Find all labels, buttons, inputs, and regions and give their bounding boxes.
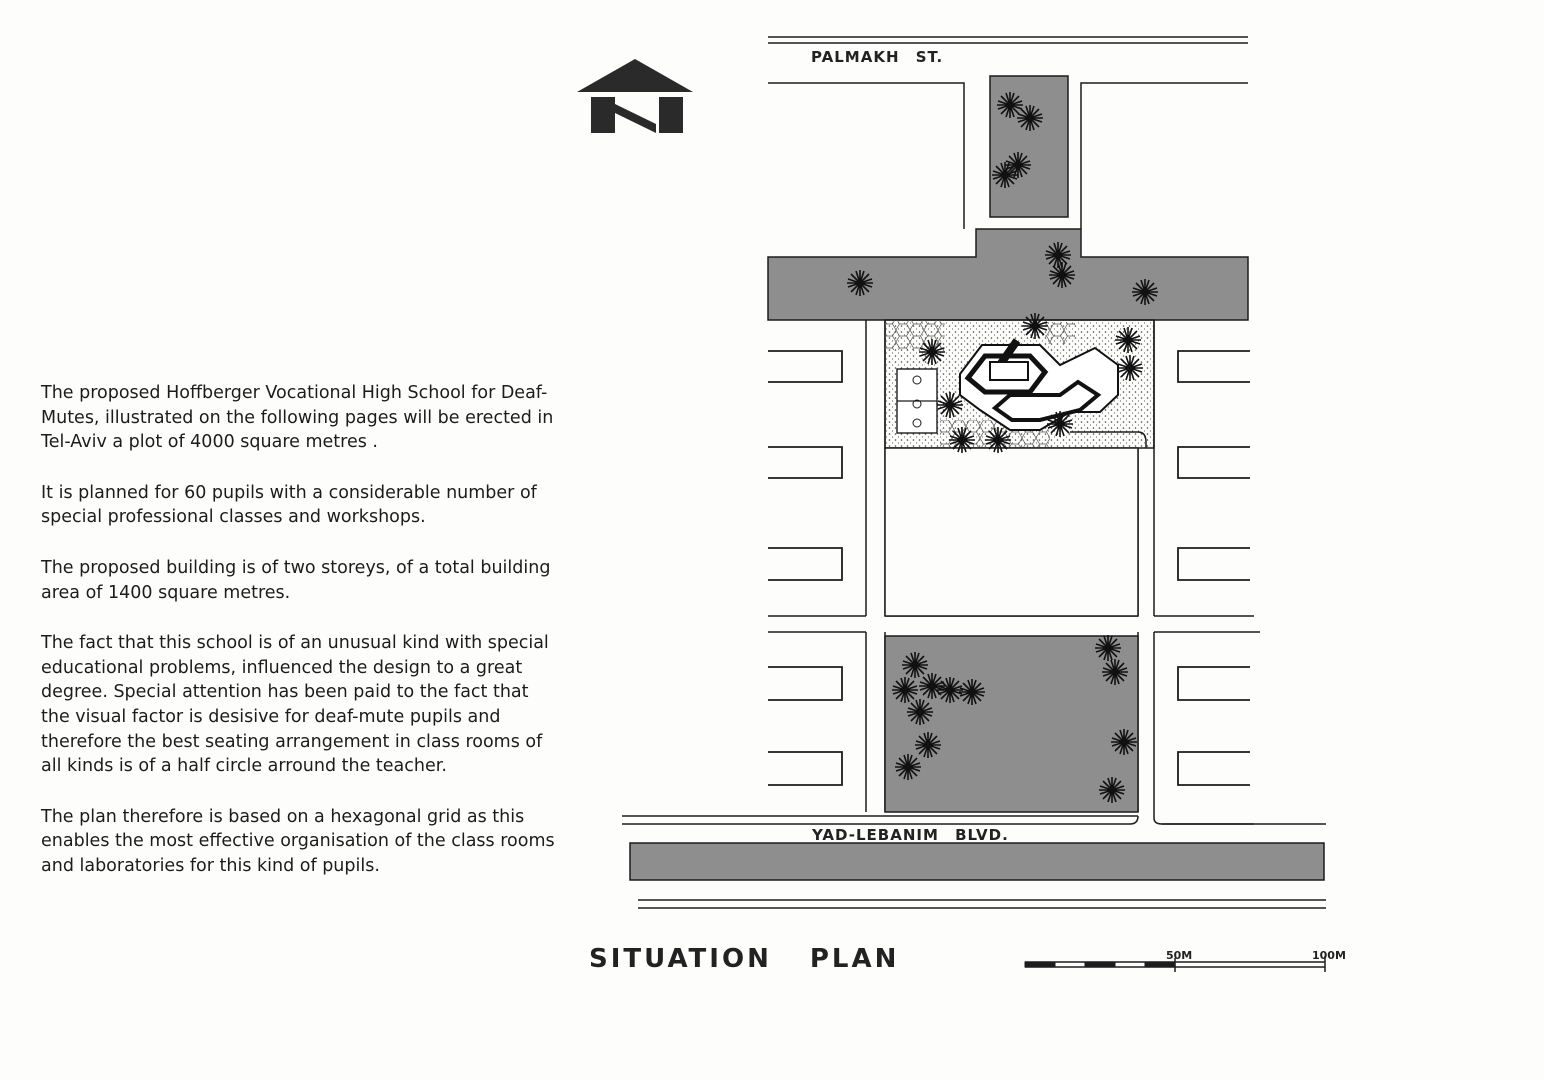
description-paragraph-5: The plan therefore is based on a hexagonal grid as this enables the most effective organisation of the class rooms and laboratories for this kind of pupils.: [41, 806, 555, 876]
description-paragraph-4: The fact that this school is of an unusual kind with special educational problems, influenced the design to a great degree. Special attention has been paid to the fact that the visual factor is desisive for deaf-mute pupils and therefore the best seating arrangement in class rooms of all kinds is of a half circle arround the teacher.: [41, 633, 549, 777]
houses-left: [768, 351, 842, 785]
description-paragraph-2: It is planned for 60 pupils with a considerable number of special professional classes and workshops.: [41, 482, 537, 528]
scale-label-50m: 50M: [1166, 949, 1193, 962]
park-band-north: [768, 229, 1248, 320]
street-label-yad-lebanim: YAD-LEBANIM BLVD.: [812, 826, 1009, 844]
houses-right: [1178, 351, 1250, 785]
north-arrow-icon: [577, 59, 693, 133]
plan-title: SITUATION PLAN: [589, 944, 900, 974]
description-paragraph-3: The proposed building is of two storeys, of a total building area of 1400 square metres.: [41, 557, 551, 603]
street-label-palmakh: PALMAKH ST.: [811, 48, 944, 66]
scale-label-100m: 100M: [1312, 949, 1346, 962]
description-paragraph-1: The proposed Hoffberger Vocational High School for Deaf-Mutes, illustrated on the following pages will be erected in Tel-Aviv a plot of 4000 square metres .: [41, 383, 554, 453]
